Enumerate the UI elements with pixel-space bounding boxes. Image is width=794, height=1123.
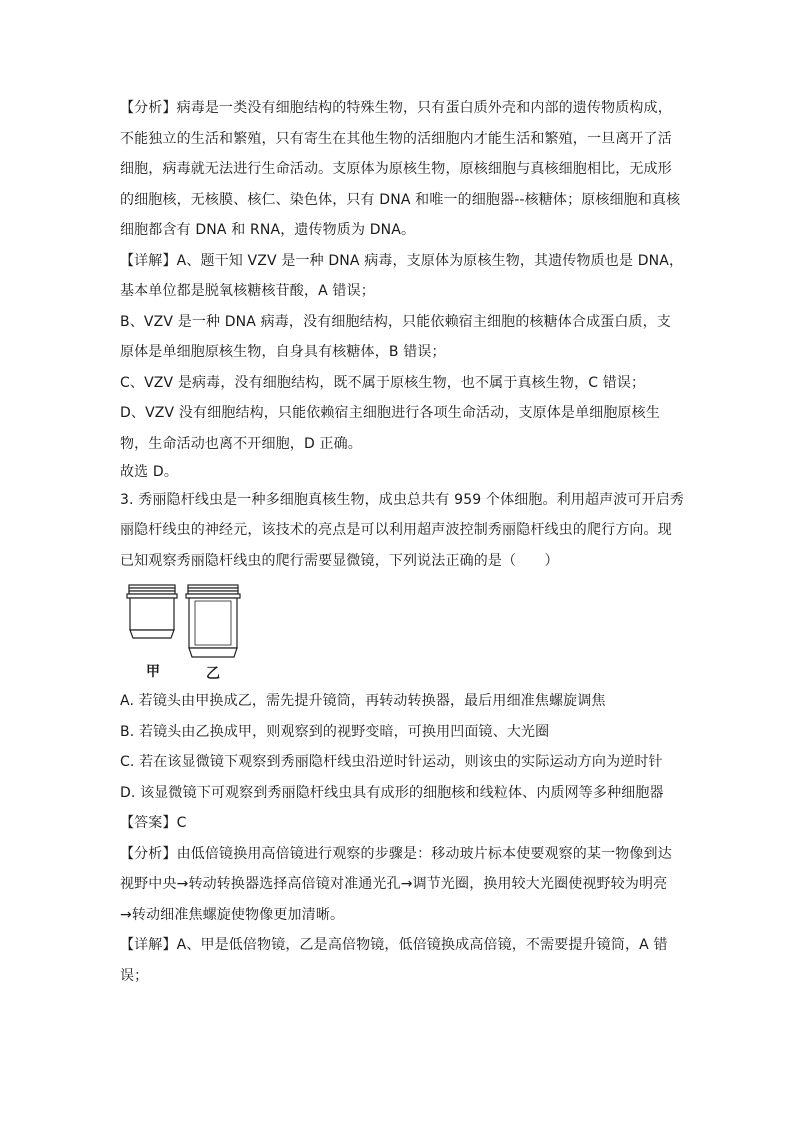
question-line: 已知观察秀丽隐杆线虫的爬行需要显微镜，下列说法正确的是（ ） xyxy=(120,552,559,569)
lens-jia-icon xyxy=(127,585,177,638)
answer-line: 【答案】C xyxy=(120,815,187,831)
text-line: 误； xyxy=(120,967,149,984)
text-line: 原体是单细胞原核生物，自身具有核糖体，B 错误； xyxy=(120,344,446,360)
text-line: 的细胞核，无核膜、核仁、染色体，只有 DNA 和唯一的细胞器--核糖体；原核细胞和真核 xyxy=(120,191,681,208)
option-c: C. 若在该显微镜下观察到秀丽隐杆线虫沿逆时针运动，则该虫的实际运动方向为逆时针 xyxy=(120,754,663,770)
option-a: A. 若镜头由甲换成乙，需先提升镜筒，再转动转换器，最后用细准焦螺旋调焦 xyxy=(120,693,606,709)
text-line: 基本单位都是脱氧核糖核苷酸，A 错误； xyxy=(120,283,375,299)
option-b: B. 若镜头由乙换成甲，则观察到的视野变暗，可换用凹面镜、大光圈 xyxy=(120,723,550,740)
text-line: 【详解】A、题干知 VZV 是一种 DNA 病毒，支原体为原核生物，其遗传物质也是 DNA， xyxy=(120,252,684,269)
question-line: 丽隐杆线虫的神经元，该技术的亮点是可以利用超声波控制秀丽隐杆线虫的爬行方向。现 xyxy=(120,522,672,538)
option-d: D. 该显微镜下可观察到秀丽隐杆线虫具有成形的细胞核和线粒体、内质网等多种细胞器 xyxy=(120,784,664,801)
text-line: →转动细准焦螺旋使物像更加清晰。 xyxy=(120,906,345,923)
objective-lens-figure xyxy=(126,581,266,685)
document-page xyxy=(120,98,685,996)
lens-yi-icon xyxy=(186,585,240,657)
lens-yi-label: 乙 xyxy=(206,666,220,682)
text-line: 【分析】由低倍镜换用高倍镜进行观察的步骤是：移动玻片标本使要观察的某一物像到达 xyxy=(120,845,672,862)
text-line: 细胞都含有 DNA 和 RNA，遗传物质为 DNA。 xyxy=(120,222,416,238)
text-line: 【详解】A、甲是低倍物镜，乙是高倍物镜，低倍镜换成高倍镜，不需要提升镜筒，A 错 xyxy=(120,937,668,953)
question-line: 3. 秀丽隐杆线虫是一种多细胞真核生物，成虫总共有 959 个体细胞。利用超声波可开启秀 xyxy=(120,491,685,508)
text-line: 物，生命活动也离不开细胞，D 正确。 xyxy=(120,435,362,452)
text-line: 不能独立的生活和繁殖，只有寄生在其他生物的活细胞内才能生活和繁殖，一旦离开了活 xyxy=(120,130,672,147)
text-line: 视野中央→转动转换器选择高倍镜对准通光孔→调节光圈，换用较大光圈使视野较为明亮 xyxy=(120,876,668,892)
text-line: B、VZV 是一种 DNA 病毒，没有细胞结构，只能依赖宿主细胞的核糖体合成蛋白质，支 xyxy=(120,313,671,330)
text-line: 故选 D。 xyxy=(120,463,178,480)
objective-lenses-diagram xyxy=(126,581,256,663)
text-line: C、VZV 是病毒，没有细胞结构，既不属于原核生物，也不属于真核生物，C 错误； xyxy=(120,374,646,391)
lens-jia-label: 甲 xyxy=(146,664,160,680)
text-line: 【分析】病毒是一类没有细胞结构的特殊生物，只有蛋白质外壳和内部的遗传物质构成， xyxy=(120,100,672,116)
text-line: D、VZV 没有细胞结构，只能依赖宿主细胞进行各项生命活动，支原体是单细胞原核生 xyxy=(120,405,660,421)
text-line: 细胞，病毒就无法进行生命活动。支原体为原核生物，原核细胞与真核细胞相比，无成形 xyxy=(120,161,672,177)
